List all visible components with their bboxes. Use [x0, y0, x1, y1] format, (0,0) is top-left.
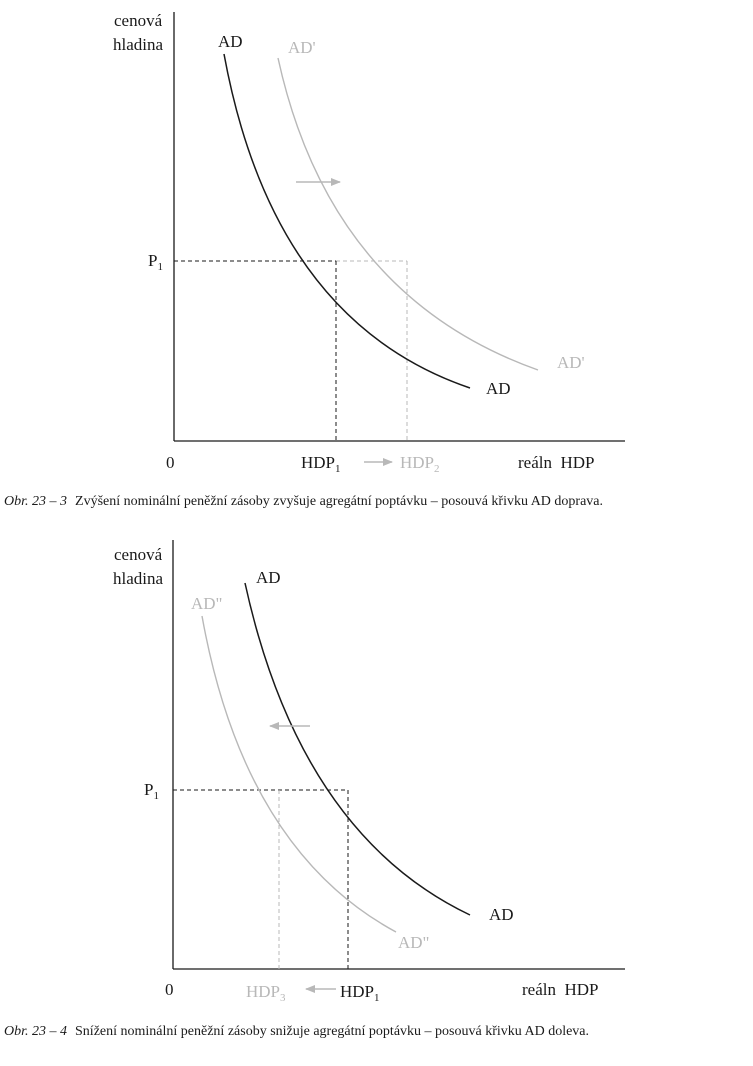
ad-shifted-label-top: AD'	[288, 38, 316, 57]
gdp-original-label: $HDP_1$	[340, 982, 380, 1004]
ad-label-top: AD	[256, 568, 281, 587]
gdp-shifted-label: $HDP_2$	[400, 453, 440, 475]
ad-label-bottom: AD	[486, 379, 511, 398]
ad-shifted-label-bottom: AD'	[557, 353, 585, 372]
ad-curve-shifted	[278, 58, 538, 370]
origin-label: 0	[166, 453, 175, 472]
figure-caption: Obr. 23 – 4 Snížení nominální peněžní zásoby snižuje agregátní poptávku – posouvá křivku AD doleva.	[4, 1024, 590, 1039]
gdp-shifted-label: $HDP_3$	[246, 982, 286, 1004]
ad-shifted-label-bottom: AD"	[398, 933, 430, 952]
y-axis-label-line1: cenová	[114, 11, 163, 30]
ad-curve-shifted	[202, 616, 396, 932]
x-axis-label: reáln HDP	[522, 980, 599, 999]
ad-label-bottom: AD	[489, 905, 514, 924]
price-level-label: $P_1$	[148, 251, 163, 273]
ad-curve	[224, 54, 470, 388]
figure-1	[4, 11, 625, 509]
origin-label: 0	[165, 980, 174, 999]
y-axis-label-line2: hladina	[113, 569, 164, 588]
price-level-label: $P_1$	[144, 780, 159, 802]
y-axis-label-line2: hladina	[113, 35, 164, 54]
x-axis-label: reáln HDP	[518, 453, 595, 472]
ad-curve	[245, 583, 470, 915]
figure-2	[4, 540, 625, 1039]
gdp-original-label: $HDP_1$	[301, 453, 341, 475]
ad-label-top: AD	[218, 32, 243, 51]
y-axis-label-line1: cenová	[114, 545, 163, 564]
figure-caption: Obr. 23 – 3 Zvýšení nominální peněžní zásoby zvyšuje agregátní poptávku – posouvá křivku AD doprava.	[4, 494, 604, 509]
ad-shifted-label-top: AD"	[191, 594, 223, 613]
